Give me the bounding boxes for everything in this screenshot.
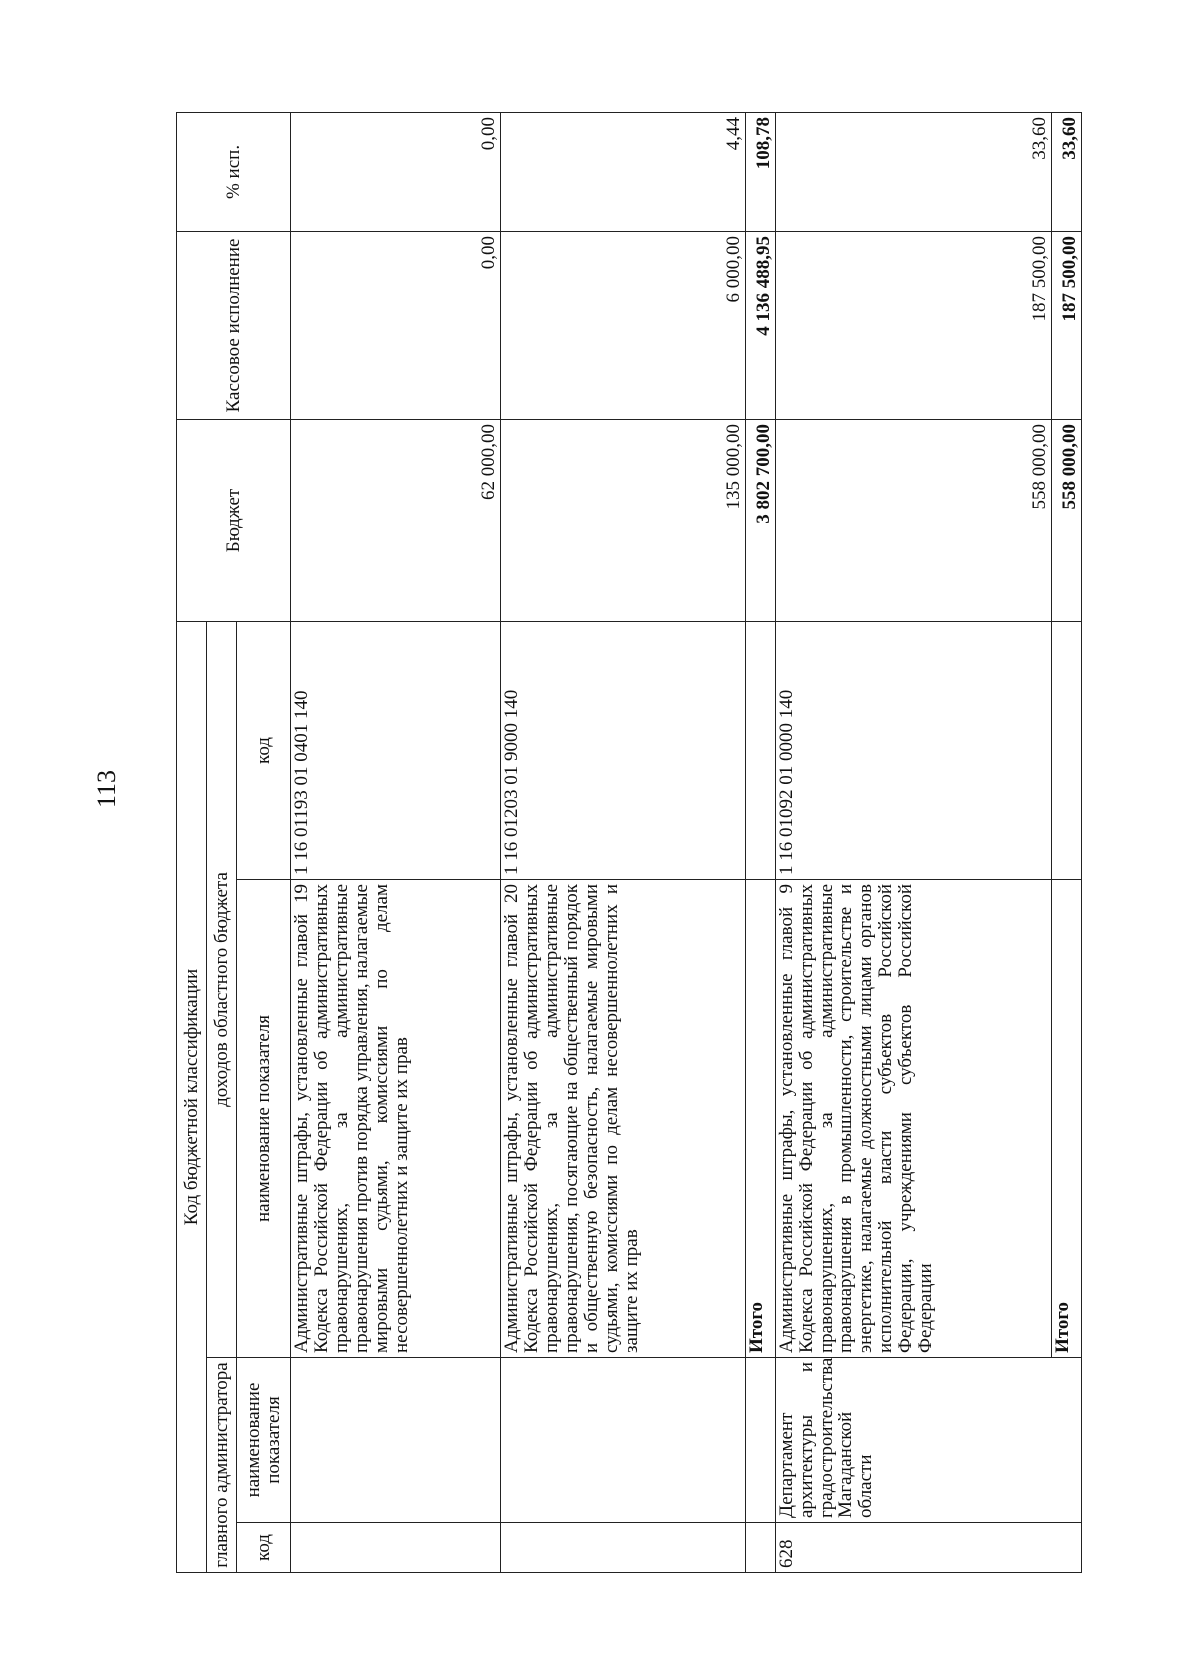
- budget-table: [176, 112, 1082, 1573]
- pct-cell: 4,44: [501, 112, 745, 231]
- cash-cell: 0,00: [291, 231, 501, 419]
- total-row: [1051, 112, 1081, 1572]
- table-row: [501, 112, 745, 1572]
- income-code-cell: 1 16 01203 01 9000 140: [501, 621, 745, 879]
- total-cash: 187 500,00: [1051, 231, 1081, 419]
- total-cash: 4 136 488,95: [745, 231, 775, 419]
- indicator-name-cell: Административные штрафы, установленные главой 19 Кодекса Российской Федерации об административных правонарушениях, за административные правонарушения против порядка управления, налагаемые мировыми судьями, комиссиями по делам несовершеннолетних и защите их прав: [291, 880, 501, 1358]
- budget-cell: 62 000,00: [291, 419, 501, 621]
- header-admin: главного администратора: [207, 1358, 237, 1573]
- indicator-name-cell: Административные штрафы, установленные главой 9 Кодекса Российской Федерации об административных правонарушениях, за административные правонарушения в промышленности, строительстве и энергетике, налагаемые должностными лицами органов исполнительной власти субъектов Российской Федерации, учреждениями субъектов Российской Федерации: [775, 880, 1051, 1358]
- cash-cell: 6 000,00: [501, 231, 745, 419]
- pct-cell: 33,60: [775, 112, 1051, 231]
- table-row: [775, 112, 1051, 1572]
- total-row: [745, 112, 775, 1572]
- indicator-name-cell: Административные штрафы, установленные главой 20 Кодекса Российской Федерации об административных правонарушениях, за административные правонарушения, посягающие на общественный порядок и общественную безопасность, налагаемые мировыми судьями, комиссиями по делам несовершеннолетних и защите их прав: [501, 880, 745, 1358]
- budget-cell: 558 000,00: [775, 419, 1051, 621]
- header-classification: Код бюджетной классификации: [177, 621, 207, 1572]
- income-code-cell: 1 16 01193 01 0401 140: [291, 621, 501, 879]
- header-income: доходов областного бюджета: [207, 621, 237, 1357]
- budget-cell: 135 000,00: [501, 419, 745, 621]
- header-income-code: код: [237, 621, 291, 879]
- header-admin-code: код: [237, 1523, 291, 1573]
- header-budget: Бюджет: [177, 419, 291, 621]
- total-budget: 3 802 700,00: [745, 419, 775, 621]
- admin-name-cell: Департамент архитектуры и градостроительства Магаданской области: [775, 1358, 1081, 1523]
- admin-code-cell: 628: [775, 1523, 1081, 1573]
- table-row: [291, 112, 501, 1572]
- admin-code-cell: [291, 1523, 501, 1573]
- total-label: Итого: [745, 880, 775, 1358]
- cash-cell: 187 500,00: [775, 231, 1051, 419]
- header-pct: % исп.: [177, 112, 291, 231]
- rotated-table-container: [176, 113, 1082, 1573]
- page-number: 113: [92, 769, 121, 808]
- total-pct: 33,60: [1051, 112, 1081, 231]
- admin-name-cell: [501, 1358, 745, 1523]
- total-pct: 108,78: [745, 112, 775, 231]
- income-code-cell: 1 16 01092 01 0000 140: [775, 621, 1051, 879]
- pct-cell: 0,00: [291, 112, 501, 231]
- total-budget: 558 000,00: [1051, 419, 1081, 621]
- admin-code-cell: [501, 1523, 745, 1573]
- header-income-name: наименование показателя: [237, 880, 291, 1358]
- header-cash: Кассовое исполнение: [177, 231, 291, 419]
- header-admin-name: наименование показателя: [237, 1358, 291, 1523]
- total-label: Итого: [1051, 880, 1081, 1358]
- admin-name-cell: [291, 1358, 501, 1523]
